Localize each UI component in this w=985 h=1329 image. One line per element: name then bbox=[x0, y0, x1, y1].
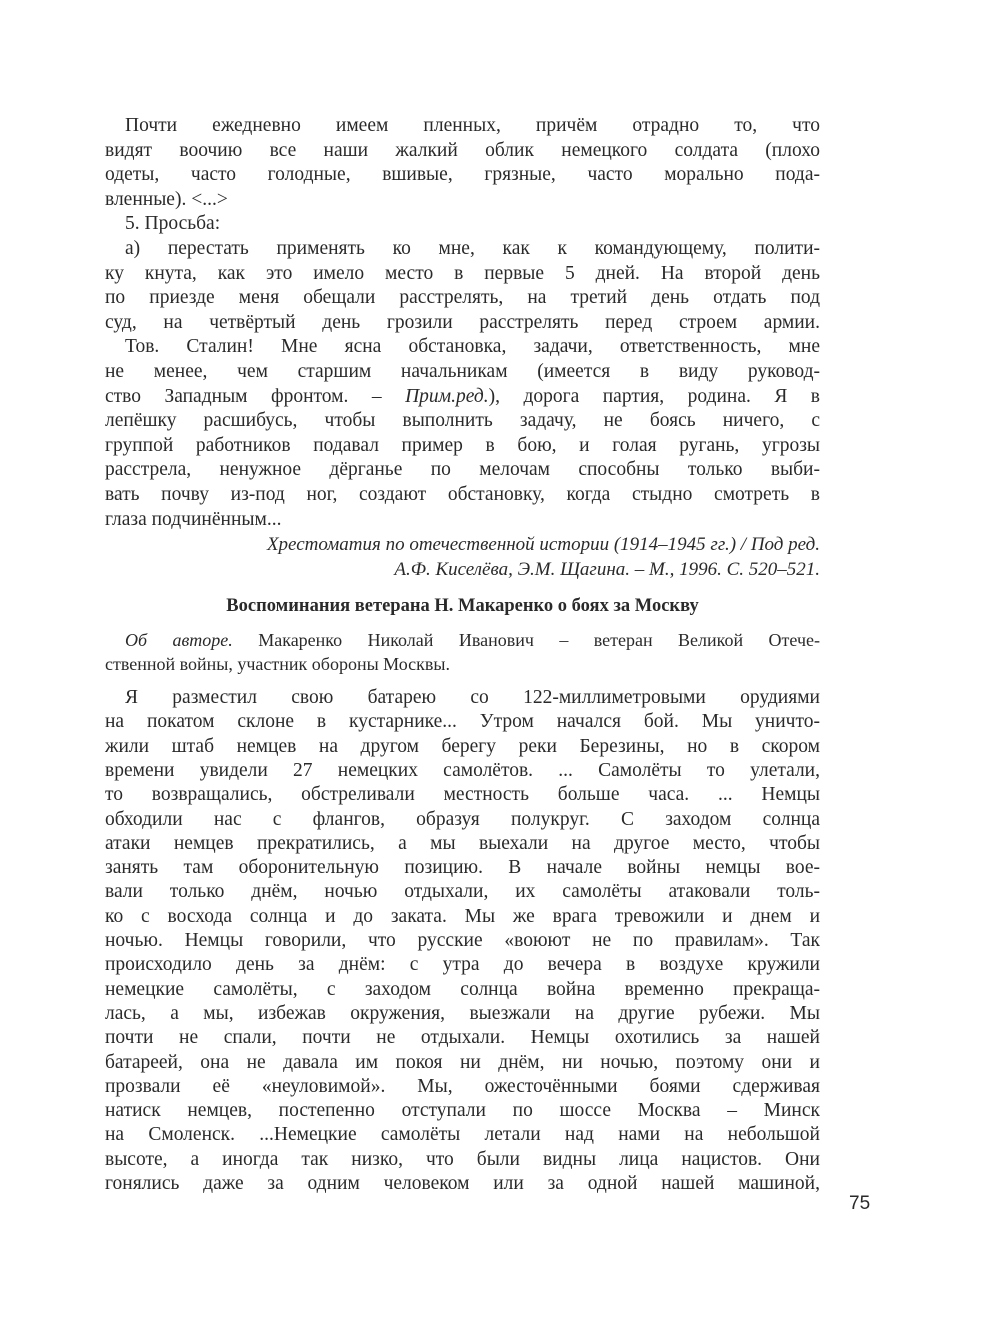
citation bbox=[105, 532, 820, 582]
text-line: ку кнута, как это имело место в первые 5 дней. На второй день bbox=[105, 262, 820, 284]
text-line: почти не спали, почти не отдыхали. Немцы охотились за нашей bbox=[105, 1027, 820, 1049]
text-line: не менее, чем старшим начальникам (имеется в виду руковод- bbox=[105, 360, 820, 382]
text-line: занять там оборонительную позицию. В начале войны немцы вое- bbox=[105, 857, 820, 879]
text-line: одеты, часто голодные, вшивые, грязные, часто морально пода- bbox=[105, 164, 820, 186]
text-line: ночью. Немцы говорили, что русские «воюют не по правилам». Так bbox=[105, 930, 820, 952]
text-line: Почти ежедневно имеем пленных, причём отрадно то, что bbox=[125, 115, 820, 136]
citation-line: А.Ф. Киселёва, Э.М. Щагина. – М., 1996. С. 520–521. bbox=[394, 559, 820, 581]
text-span: ство Западным фронтом. – bbox=[105, 385, 406, 407]
paragraph-stalin bbox=[105, 335, 820, 532]
text-line bbox=[105, 385, 820, 410]
text-line: вленные). <...> bbox=[105, 188, 228, 210]
page-number: 75 bbox=[849, 1193, 871, 1214]
text-line: а) перестать применять ко мне, как к командующему, полити- bbox=[125, 237, 820, 259]
text-span: Макаренко Николай Иванович – ветеран Великой Отече- bbox=[232, 630, 821, 651]
text-line: немецкие самолёты, с заходом солнца война временно прекраща- bbox=[105, 978, 820, 1000]
paragraph-prisoners bbox=[105, 114, 820, 212]
section-heading: Воспоминания ветерана Н. Макаренко о боях за Москву bbox=[226, 596, 699, 617]
text-line: на покатом склоне в кустарнике... Утром начался бой. Мы уничто- bbox=[105, 711, 820, 733]
text-line: расстрела, ненужное дёрганье по мелочам способны только выби- bbox=[105, 459, 820, 481]
text-line: прозвали её «неуловимой». Мы, ожесточёнными боями сдерживая bbox=[105, 1075, 820, 1097]
about-author bbox=[105, 628, 820, 676]
text-line: суд, на четвёртый день грозили расстрелять перед строем армии. bbox=[105, 311, 820, 333]
text-line: глаза подчинённым... bbox=[105, 508, 282, 530]
text-line: лась, а мы, избежав окружения, выезжали на другие рубежи. Мы bbox=[105, 1002, 820, 1024]
text-line: Я разместил свою батарею со 122-миллиметровыми орудиями bbox=[125, 687, 820, 709]
editor-note: Прим.ред. bbox=[405, 385, 489, 407]
text-line: на Смоленск. ...Немецкие самолёты летали над нами на небольшой bbox=[105, 1124, 820, 1146]
text-line: группой работников подавал пример в бою, и голая ругань, угрозы bbox=[105, 434, 820, 456]
paragraph-request-a bbox=[105, 237, 820, 335]
text-line: по приезде меня обещали расстрелять, на третий день отдать под bbox=[105, 287, 820, 309]
text-line: видят воочию все наши жалкий облик немецкого солдата (плохо bbox=[105, 139, 820, 161]
text-line: гонялись даже за одним человеком или за одной нашей машиной, bbox=[105, 1173, 820, 1195]
text-line: лепёшку расшибусь, чтобы выполнить задачу, не боясь ничего, с bbox=[105, 410, 820, 432]
text-line: вать почву из-под ног, создают обстановку, когда стыдно смотреть в bbox=[105, 483, 820, 505]
text-line: ко с восхода солнца и до заката. Мы же врага тревожили и днем и bbox=[105, 905, 820, 927]
request-heading: 5. Просьба: bbox=[125, 213, 221, 235]
text-line: ственной войны, участник обороны Москвы. bbox=[105, 654, 450, 675]
text-line: атаки немцев прекратились, а мы выехали на другое место, чтобы bbox=[105, 832, 820, 854]
text-line: высоте, а иногда так низко, что были видны лица нацистов. Они bbox=[105, 1148, 820, 1170]
text-line: обходили нас с флангов, образуя полукруг. С заходом солнца bbox=[105, 808, 820, 830]
text-line: вали только днём, ночью отдыхали, их самолёты атаковали толь- bbox=[105, 881, 820, 903]
text-line: происходило день за днём: с утра до вечера в воздухе кружили bbox=[105, 954, 820, 976]
text-line: то возвращались, обстреливали местность больше часа. ... Немцы bbox=[105, 784, 820, 806]
about-label: Об авторе. bbox=[125, 630, 233, 651]
page-body bbox=[105, 114, 820, 1196]
text-line: батареей, она не давала им покоя ни днём, ни ночью, поэтому они и bbox=[105, 1051, 820, 1073]
text-span: ), дорога партия, родина. Я в bbox=[488, 385, 820, 407]
text-line: времени увидели 27 немецких самолётов. ... Самолёты то улетали, bbox=[105, 759, 820, 781]
text-line: жили штаб немцев на другом берегу реки Березины, но в скором bbox=[105, 735, 820, 757]
text-line: Тов. Сталин! Мне ясна обстановка, задачи, ответственность, мне bbox=[125, 336, 820, 358]
text-line: натиск немцев, постепенно отступали по шоссе Москва – Минск bbox=[105, 1100, 820, 1122]
citation-line: Хрестоматия по отечественной истории (1914–1945 гг.) / Под ред. bbox=[266, 534, 820, 556]
paragraph-memoir bbox=[105, 686, 820, 1196]
text-line bbox=[105, 628, 820, 652]
